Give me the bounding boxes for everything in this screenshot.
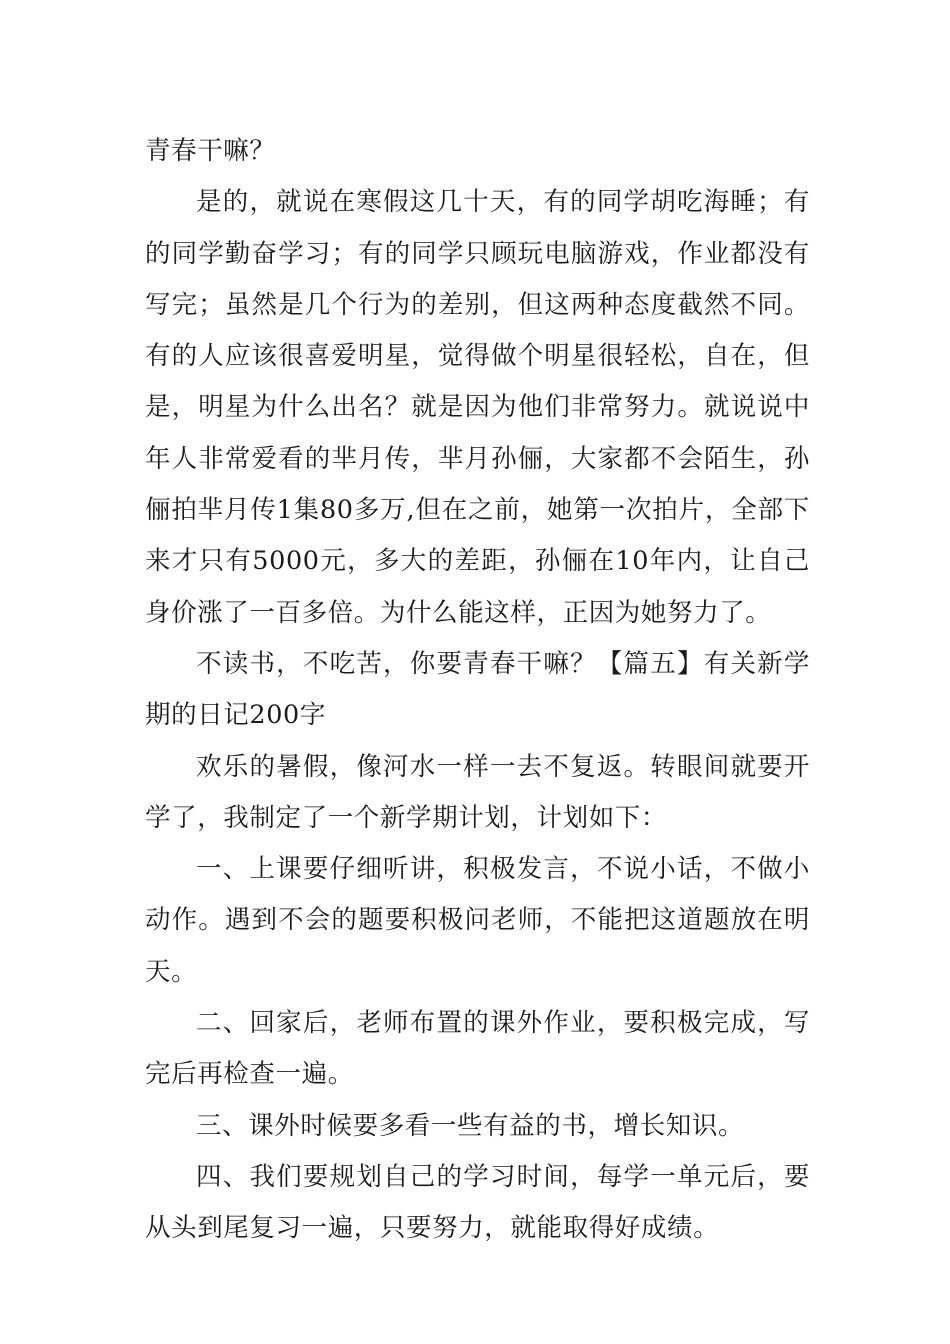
- paragraph-winter-break: 是的，就说在寒假这几十天，有的同学胡吃海睡；有的同学勤奋学习；有的同学只顾玩电脑游戏，作业都没有写完；虽然是几个行为的差别，但这两种态度截然不同。有的人应该很喜爱明星，觉得做个明星很轻松，自在，但是，明星为什么出名？就是因为他们非常努力。就说说中年人非常爱看的芈月传，芈月孙俪，大家都不会陌生，孙俪拍芈月传1集80多万,但在之前，她第一次拍片，全部下来才只有5000元，多大的差距，孙俪在10年内，让自己身价涨了一百多倍。为什么能这样，正因为她努力了。: [145, 187, 810, 628]
- paragraph-plan-item-2: 二、回家后，老师布置的课外作业，要积极完成，写完后再检查一遍。: [145, 1008, 810, 1090]
- paragraph-plan-item-4: 四、我们要规划自己的学习时间，每学一单元后，要从头到尾复习一遍，只要努力，就能取得好成绩。: [145, 1161, 810, 1244]
- paragraph-plan-item-1: 一、上课要仔细听讲，积极发言，不说小话，不做小动作。遇到不会的题要积极问老师，不能把这道题放在明天。: [145, 854, 810, 987]
- paragraph-section-heading: 不读书，不吃苦，你要青春干嘛？【篇五】有关新学期的日记200字: [145, 648, 810, 731]
- document-body: [145, 126, 810, 1255]
- paragraph-intro: 欢乐的暑假，像河水一样一去不复返。转眼间就要开学了，我制定了一个新学期计划，计划如下：: [145, 751, 810, 833]
- paragraph-plan-item-3: 三、课外时候要多看一些有益的书，增长知识。: [196, 1110, 745, 1141]
- paragraph-continuation: 青春干嘛？: [145, 136, 276, 166]
